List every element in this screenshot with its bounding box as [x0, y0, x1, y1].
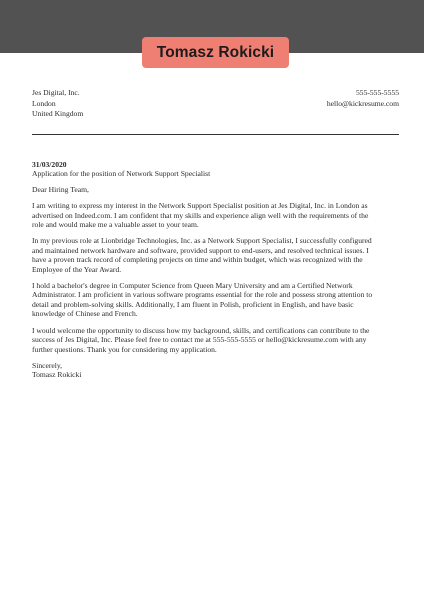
paragraph-3 — [32, 281, 400, 319]
applicant-name: Tomasz Rokicki — [142, 37, 289, 68]
recipient-city: London — [32, 98, 56, 108]
letter-signature: Tomasz Rokicki — [32, 370, 82, 380]
paragraph-line: In my previous role at Lionbridge Technologies, Inc. as a Network Support Specialist, I successfully configured — [32, 236, 372, 246]
paragraph-line: advertised on Indeed.com. I am confident that my skills and experience align well with the requirements of the — [32, 210, 369, 220]
paragraph-line: detail and problem-solving skills. Additionally, I am fluent in Polish, proficient in English, and have basic — [32, 299, 354, 309]
letter-body — [32, 160, 400, 380]
recipient-country: United Kingdom — [32, 109, 84, 118]
paragraph-line: Employee of the Year Award. — [32, 264, 122, 274]
paragraph-line: I would welcome the opportunity to discuss how my background, skills, and certifications can contribute to the — [32, 325, 370, 335]
paragraph-line: success of Jes Digital, Inc. Please feel free to contact me at 555-555-5555 or hello@kickresume.com with any — [32, 335, 367, 345]
paragraph-line: role and would make me a valuable asset to your team. — [32, 220, 199, 230]
paragraph-line: have a proven track record of completing projects on time and within budget, which was recognized with the — [32, 255, 363, 265]
paragraph-line: and maintained network hardware and software, provided support to end-users, and resolved technical issues. I — [32, 245, 369, 255]
paragraph-line: further questions. Thank you for considering my application. — [32, 344, 217, 354]
contact-email: hello@kickresume.com — [326, 98, 399, 108]
paragraph-line: I am writing to express my interest in the Network Support Specialist position at Jes Digital, Inc. in London as — [32, 201, 368, 211]
letter-subject: Application for the position of Network Support Specialist — [32, 169, 211, 179]
recipient-company: Jes Digital, Inc. — [32, 88, 80, 97]
letter-date: 31/03/2020 — [32, 160, 67, 169]
paragraph-line: knowledge of Chinese and French. — [32, 309, 138, 319]
paragraph-1 — [32, 201, 400, 229]
letter-closing: Sincerely, — [32, 360, 63, 370]
letter-greeting: Dear Hiring Team, — [32, 184, 89, 194]
paragraph-line: Administrator. I am proficient in various software programs essential for the role and possess strong attention to — [32, 290, 373, 300]
paragraph-2 — [32, 236, 400, 274]
contact-phone: 555-555-5555 — [355, 88, 399, 97]
divider — [32, 134, 399, 135]
paragraph-line: I hold a bachelor's degree in Computer Science from Queen Mary University and am a Certified Network — [32, 281, 353, 291]
paragraph-4 — [32, 326, 400, 354]
recipient-address — [32, 88, 83, 120]
contact-info — [327, 88, 399, 109]
